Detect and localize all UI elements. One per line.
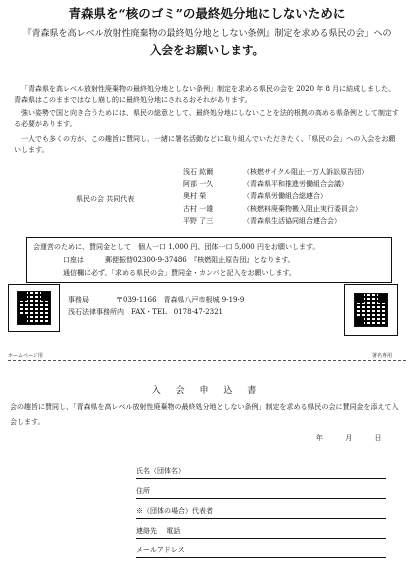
homepage-qr-frame — [8, 284, 60, 332]
representative-org: （核燃サイクル阻止一万人訴訟原告団） — [243, 168, 369, 176]
representative-name: 浅石 紘爾 — [183, 168, 214, 176]
cut-line-divider — [8, 360, 406, 361]
representative-name: 古村 一雄 — [183, 204, 214, 213]
representative-name: 平野 了三 — [183, 216, 214, 225]
representatives-label: 県民の会 共同代表 — [76, 195, 135, 203]
representative-org: （青森県生活協同組合連合会） — [243, 216, 341, 225]
representative-orgs — [243, 166, 368, 227]
homepage-qr-label: ホームページ用 — [8, 353, 43, 359]
body-paragraph-2: 強い姿勢で国と向き合うためには、県民の総意として、最終処分地にしないことを法的根拠の高める県条例として制定する必要があります。 — [14, 109, 399, 128]
representative-org: （青森県労働組合総連合） — [243, 192, 327, 201]
representative-name: 阿部 一久 — [183, 180, 214, 189]
signature-qr-label: 署名専用 — [372, 353, 393, 359]
email-field[interactable]: メールアドレス — [136, 545, 386, 558]
representatives-block — [0, 166, 414, 246]
appeal-heading: 入会をお願いします。 — [149, 43, 265, 57]
page-title: 青森県を“核のゴミ”の最終処分地にしないために — [68, 6, 346, 21]
body-paragraph-3: 一人でも多くの方が、この趣旨に賛同し、一緒に署名活動などに取り組んでいただきたく、「県民の会」への入会をお願いします。 — [14, 135, 396, 154]
name-field[interactable]: 氏名（団体名） — [136, 466, 386, 479]
fund-line-1: 会運営のために、賛同金として 個人一口 1,000 円、団体一口 5,000 円をお願いします。 — [33, 243, 320, 251]
form-date: 年 月 日 — [316, 434, 382, 442]
fund-line-3: 通信欄に必ず、「求める県民の会」賛同金・カンパと記入をお願いします。 — [63, 269, 296, 277]
office-label: 事務局 — [68, 296, 89, 304]
representative-org: （核燃料廃棄物搬入阻止実行委員会） — [243, 204, 362, 213]
signature-qr-frame — [344, 284, 398, 336]
homepage-qr-code-icon[interactable] — [17, 291, 51, 325]
fund-line-2: 口座は 郵便振替02300-9-37486 『核燃阻止原告団』となります。 — [63, 256, 295, 264]
representative-org: （青森県平和推進労働組合会議） — [243, 180, 348, 189]
office-address: 〒039-1166 青森県八戸市根城 9-19-9 — [116, 296, 245, 304]
office-contact: 浅石法律事務所内 FAX・TEL 0178-47-2321 — [68, 308, 223, 316]
representative-name: 奥村 榮 — [183, 192, 207, 201]
representative-field[interactable]: ※（団体の場合）代表者 — [136, 506, 386, 519]
form-statement: 会の趣旨に賛同し、「青森県を高レベル放射性廃棄物の最終処分地としない条例」制定を求める県民の会に賛同金を添えて入会します。 — [10, 403, 399, 426]
signature-qr-code-icon[interactable] — [354, 293, 388, 327]
address-field[interactable]: 住所 — [136, 486, 386, 499]
fund-info-box — [26, 237, 392, 283]
phone-field[interactable]: 連絡先 電話 — [136, 526, 386, 539]
representative-names — [183, 166, 213, 227]
form-title: 入 会 申 込 書 — [151, 386, 263, 396]
page-subtitle: 『青森県を高レベル放射性廃棄物の最終処分地としない条例』制定を求める県民の会」への — [22, 29, 392, 39]
body-paragraph-1: 「青森県を高レベル放射性廃棄物の最終処分地としない条例」制定を求める県民の会を 2020 年 8 月に結成しました。青森県はこのままではなし崩し的に最終処分地にされるおそれがあります。 — [14, 85, 396, 104]
